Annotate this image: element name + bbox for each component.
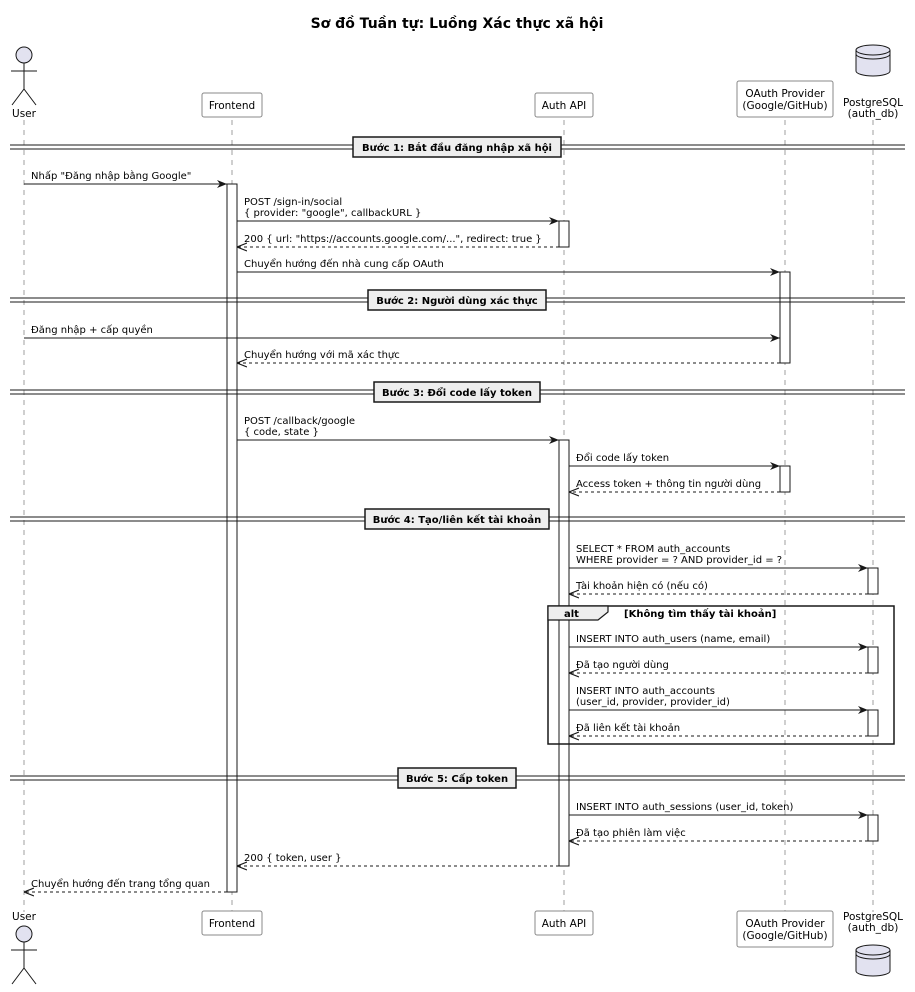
diagram-title: Sơ đồ Tuần tự: Luồng Xác thực xã hội	[310, 16, 604, 32]
step-divider-label: Bước 1: Bắt đầu đăng nhập xã hội	[362, 143, 552, 154]
participant-label: OAuth Provider	[745, 918, 825, 930]
activation-bar-db	[868, 568, 878, 594]
activation-bar-authapi	[559, 221, 569, 247]
participant-label: Frontend	[208, 100, 256, 112]
step-divider-label: Bước 2: Người dùng xác thực	[376, 296, 538, 307]
message-reply	[569, 478, 780, 492]
activation-bar-db	[868, 710, 878, 736]
activation-bar-db	[868, 815, 878, 841]
message-call	[24, 169, 227, 184]
message-label: POST /callback/google	[244, 416, 356, 427]
message-call	[569, 634, 868, 647]
participant-frontend-top	[202, 93, 262, 117]
message-label: Chuyển hướng với mã xác thực	[244, 350, 400, 361]
message-label: Chuyển hướng đến trang tổng quan	[31, 879, 210, 890]
message-reply	[569, 827, 868, 841]
step-divider	[10, 290, 905, 310]
message-reply	[569, 659, 868, 673]
participant-user-bottom	[11, 911, 37, 984]
step-divider	[10, 509, 905, 529]
participant-authapi-bottom	[535, 911, 593, 935]
step-divider-label: Bước 3: Đổi code lấy token	[382, 388, 532, 399]
message-label: Đăng nhập + cấp quyền	[31, 325, 153, 336]
message-call	[569, 451, 780, 466]
message-reply	[569, 580, 868, 594]
message-label: 200 { url: "https://accounts.google.com/...", redirect: true }	[244, 234, 542, 245]
participant-oauth-top	[737, 81, 833, 117]
message-reply	[569, 722, 868, 736]
message-label: INSERT INTO auth_sessions (user_id, token)	[576, 802, 794, 813]
participant-db-top	[843, 45, 903, 120]
participant-label: PostgreSQL	[843, 911, 903, 923]
activation-bar-frontend	[227, 184, 237, 892]
message-label: Đổi code lấy token	[576, 453, 670, 464]
message-call	[569, 544, 868, 568]
alt-keyword: alt	[564, 609, 579, 620]
participant-label: Auth API	[541, 100, 587, 112]
message-label: { code, state }	[244, 427, 319, 438]
participant-label: User	[12, 108, 36, 120]
step-divider	[10, 768, 905, 788]
message-reply	[237, 234, 559, 247]
participant-label: (auth_db)	[847, 922, 899, 934]
message-label: WHERE provider = ? AND provider_id = ?	[576, 555, 783, 566]
message-label: Chuyển hướng đến nhà cung cấp OAuth	[244, 259, 444, 270]
activation-bar-oauth	[780, 466, 790, 492]
message-reply	[237, 853, 559, 866]
message-label: POST /sign-in/social	[244, 197, 343, 208]
message-label: INSERT INTO auth_accounts	[576, 686, 715, 697]
activation-bar-oauth	[780, 272, 790, 363]
message-call	[237, 416, 559, 440]
participant-label: (Google/GitHub)	[742, 930, 828, 942]
participant-label: (auth_db)	[847, 108, 899, 120]
participant-frontend-bottom	[202, 911, 262, 935]
participant-user-top	[11, 47, 37, 120]
participant-label: PostgreSQL	[843, 97, 903, 109]
message-label: Access token + thông tin người dùng	[576, 479, 762, 490]
message-label: Đã tạo phiên làm việc	[576, 828, 686, 839]
message-label: Tài khoản hiện có (nếu có)	[576, 581, 708, 592]
message-call	[569, 686, 868, 710]
message-label: (user_id, provider, provider_id)	[576, 697, 730, 708]
message-label: Đã tạo người dùng	[576, 660, 669, 671]
message-reply	[237, 348, 780, 363]
step-divider	[10, 137, 905, 157]
participant-label: (Google/GitHub)	[742, 100, 828, 112]
participant-oauth-bottom	[737, 911, 833, 947]
participant-label: Frontend	[208, 918, 256, 930]
participant-authapi-top	[535, 93, 593, 117]
step-divider-label: Bước 4: Tạo/liên kết tài khoản	[372, 515, 542, 526]
participant-db-bottom	[843, 911, 903, 976]
participant-label: OAuth Provider	[745, 88, 825, 100]
message-label: { provider: "google", callbackURL }	[244, 208, 422, 219]
message-label: Nhấp "Đăng nhập bằng Google"	[31, 171, 192, 182]
message-label: 200 { token, user }	[244, 853, 342, 864]
actor-icon	[16, 47, 32, 63]
participant-label: User	[12, 911, 36, 923]
participant-label: Auth API	[541, 918, 587, 930]
message-label: Đã liên kết tài khoản	[576, 723, 681, 734]
message-call	[24, 324, 780, 338]
message-label: SELECT * FROM auth_accounts	[576, 544, 731, 555]
message-call	[569, 802, 868, 815]
step-divider-label: Bước 5: Cấp token	[405, 774, 509, 785]
activation-bar-db	[868, 647, 878, 673]
alt-condition: [Không tìm thấy tài khoản]	[624, 609, 777, 620]
message-call	[237, 257, 780, 272]
message-label: INSERT INTO auth_users (name, email)	[576, 634, 771, 645]
message-reply	[24, 877, 227, 892]
message-call	[237, 197, 559, 221]
actor-icon	[16, 926, 32, 942]
activation-bar-authapi	[559, 440, 569, 866]
step-divider	[10, 382, 905, 402]
